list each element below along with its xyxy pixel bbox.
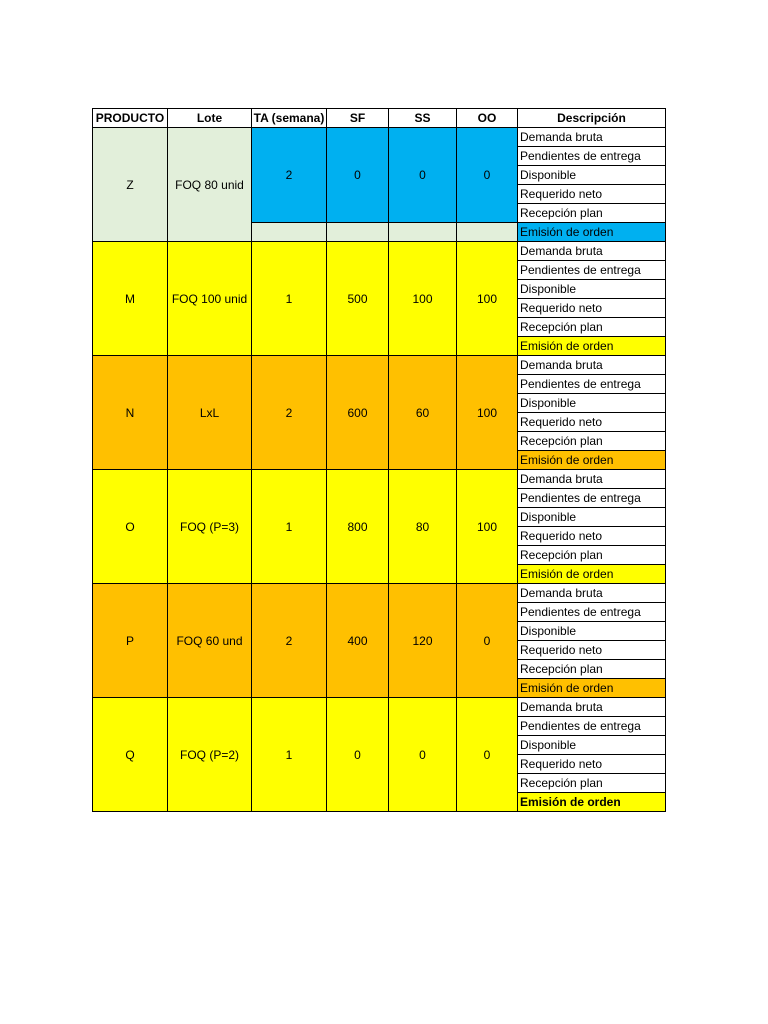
spacer-cell [252,223,327,242]
ss-cell: 120 [389,584,457,698]
description-cell: Disponible [518,280,666,299]
header-oo: OO [457,109,518,128]
description-cell: Emisión de orden [518,793,666,812]
lote-cell: FOQ (P=2) [168,698,252,812]
header-lote: Lote [168,109,252,128]
spacer-cell [327,223,389,242]
sf-cell: 500 [327,242,389,356]
oo-cell: 100 [457,356,518,470]
table-row [93,242,666,261]
oo-cell: 0 [457,128,518,223]
ss-cell: 0 [389,128,457,223]
description-cell: Recepción plan [518,774,666,793]
description-cell: Requerido neto [518,755,666,774]
description-cell: Recepción plan [518,660,666,679]
sf-cell: 600 [327,356,389,470]
spacer-cell [389,223,457,242]
ta-cell: 2 [252,128,327,223]
description-cell: Emisión de orden [518,565,666,584]
description-cell: Demanda bruta [518,356,666,375]
oo-cell: 0 [457,584,518,698]
description-cell: Pendientes de entrega [518,147,666,166]
description-cell: Demanda bruta [518,128,666,147]
description-cell: Demanda bruta [518,584,666,603]
sf-cell: 0 [327,698,389,812]
description-cell: Emisión de orden [518,337,666,356]
table-row [93,470,666,489]
oo-cell: 0 [457,698,518,812]
description-cell: Demanda bruta [518,242,666,261]
ta-cell: 1 [252,242,327,356]
description-cell: Pendientes de entrega [518,603,666,622]
description-cell: Disponible [518,508,666,527]
producto-cell: O [93,470,168,584]
lote-cell: FOQ 80 unid [168,128,252,242]
description-cell: Pendientes de entrega [518,717,666,736]
description-cell: Disponible [518,394,666,413]
description-cell: Pendientes de entrega [518,489,666,508]
lote-cell: FOQ (P=3) [168,470,252,584]
ss-cell: 100 [389,242,457,356]
ss-cell: 80 [389,470,457,584]
header-sf: SF [327,109,389,128]
producto-cell: Z [93,128,168,242]
description-cell: Demanda bruta [518,698,666,717]
description-cell: Requerido neto [518,299,666,318]
mrp-table [92,108,666,812]
description-cell: Requerido neto [518,527,666,546]
oo-cell: 100 [457,242,518,356]
spacer-cell [457,223,518,242]
producto-cell: Q [93,698,168,812]
description-cell: Emisión de orden [518,451,666,470]
producto-cell: P [93,584,168,698]
table-row [93,128,666,147]
sf-cell: 400 [327,584,389,698]
sf-cell: 800 [327,470,389,584]
lote-cell: LxL [168,356,252,470]
header-row [93,109,666,128]
table-row [93,584,666,603]
description-cell: Disponible [518,736,666,755]
lote-cell: FOQ 60 und [168,584,252,698]
producto-cell: N [93,356,168,470]
description-cell: Requerido neto [518,641,666,660]
ta-cell: 1 [252,470,327,584]
header-ta: TA (semana) [252,109,327,128]
ta-cell: 2 [252,356,327,470]
description-cell: Requerido neto [518,413,666,432]
header-ss: SS [389,109,457,128]
description-cell: Pendientes de entrega [518,375,666,394]
lote-cell: FOQ 100 unid [168,242,252,356]
description-cell: Emisión de orden [518,223,666,242]
ss-cell: 0 [389,698,457,812]
sf-cell: 0 [327,128,389,223]
description-cell: Disponible [518,622,666,641]
ta-cell: 1 [252,698,327,812]
description-cell: Recepción plan [518,546,666,565]
table-row [93,698,666,717]
ta-cell: 2 [252,584,327,698]
ss-cell: 60 [389,356,457,470]
description-cell: Recepción plan [518,204,666,223]
description-cell: Pendientes de entrega [518,261,666,280]
oo-cell: 100 [457,470,518,584]
table-row [93,356,666,375]
header-producto: PRODUCTO [93,109,168,128]
description-cell: Recepción plan [518,432,666,451]
producto-cell: M [93,242,168,356]
description-cell: Emisión de orden [518,679,666,698]
description-cell: Recepción plan [518,318,666,337]
description-cell: Requerido neto [518,185,666,204]
description-cell: Disponible [518,166,666,185]
description-cell: Demanda bruta [518,470,666,489]
header-descripcion: Descripción [518,109,666,128]
